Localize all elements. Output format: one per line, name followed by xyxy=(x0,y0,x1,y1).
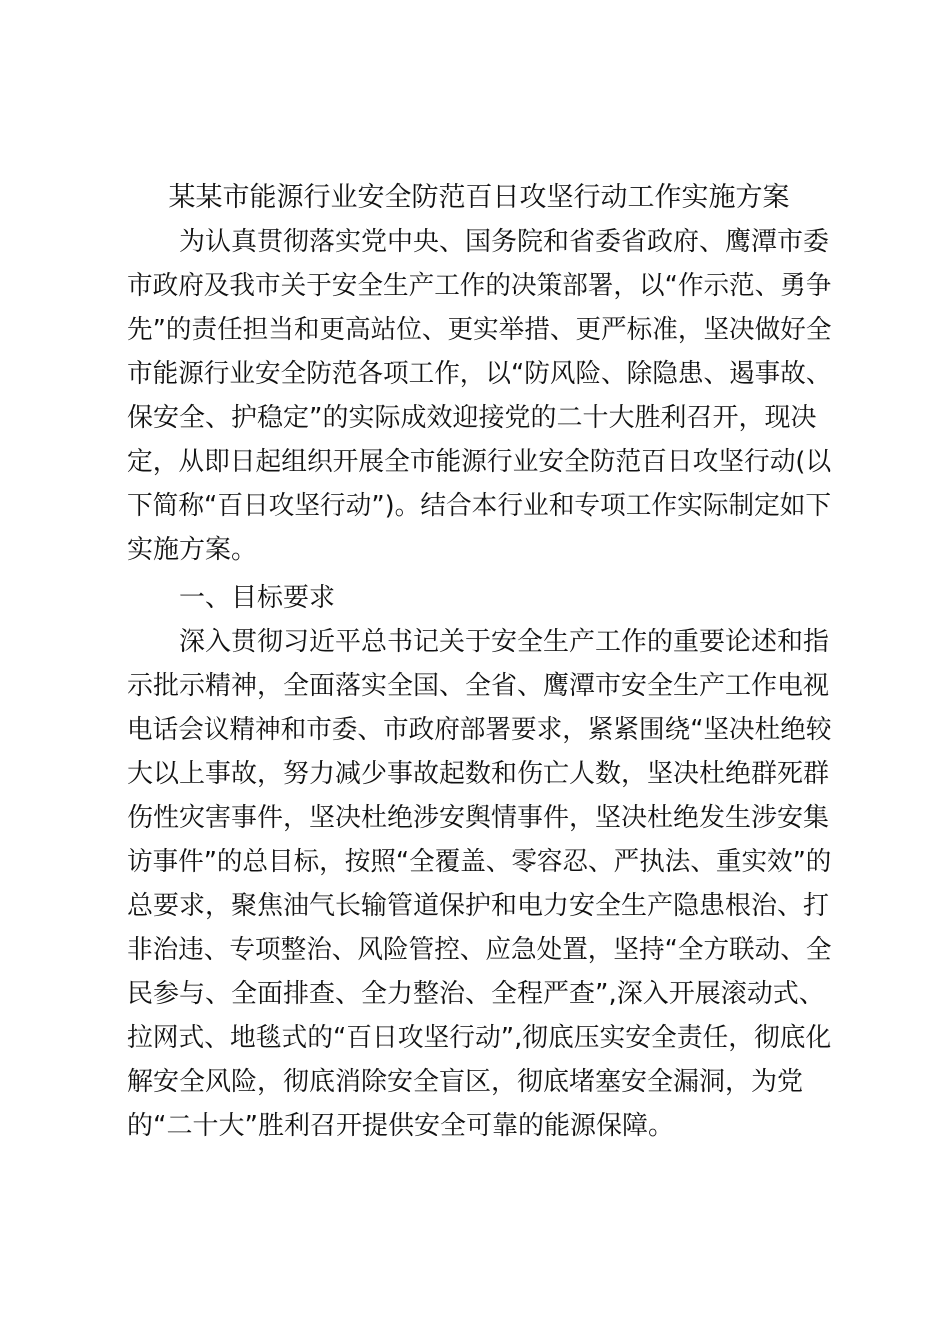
document-title: 某某市能源行业安全防范百日攻坚行动工作实施方案 xyxy=(168,182,790,213)
text-line: 的“二十大”胜利召开提供安全可靠的能源保障。 xyxy=(127,1111,674,1141)
text-line: 民参与、全面排查、全力整治、全程严查”,深入开展滚动式、 xyxy=(127,979,825,1009)
text-line: 电话会议精神和市委、市政府部署要求，紧紧围绕“坚决杜绝较 xyxy=(127,715,832,745)
text-line: 先”的责任担当和更高站位、更实举措、更严标准，坚决做好全 xyxy=(127,315,832,345)
goals-paragraph xyxy=(127,620,831,1148)
document-page xyxy=(127,178,831,1148)
text-line: 市政府及我市关于安全生产工作的决策部署，以“作示范、勇争 xyxy=(127,271,832,301)
text-line: 定，从即日起组织开展全市能源行业安全防范百日攻坚行动(以 xyxy=(127,447,832,477)
text-line: 非治违、专项整治、风险管控、应急处置，坚持“全方联动、全 xyxy=(127,935,832,965)
section-heading-goals: 一、目标要求 xyxy=(179,583,336,613)
text-line: 为认真贯彻落实党中央、国务院和省委省政府、鹰潭市委 xyxy=(179,227,830,257)
text-line: 下简称“百日攻坚行动”)。结合本行业和专项工作实际制定如下 xyxy=(127,491,832,521)
text-line: 示批示精神，全面落实全国、全省、鹰潭市安全生产工作电视 xyxy=(127,671,830,701)
text-line: 拉网式、地毯式的“百日攻坚行动”,彻底压实安全责任，彻底化 xyxy=(127,1023,832,1053)
text-line: 深入贯彻习近平总书记关于安全生产工作的重要论述和指 xyxy=(179,627,830,657)
intro-paragraph xyxy=(127,220,831,572)
text-line: 市能源行业安全防范各项工作，以“防风险、除隐患、遏事故、 xyxy=(127,359,832,389)
text-line: 实施方案。 xyxy=(127,535,258,565)
text-line: 总要求，聚焦油气长输管道保护和电力安全生产隐患根治、打 xyxy=(127,891,830,921)
text-line: 保安全、护稳定”的实际成效迎接党的二十大胜利召开，现决 xyxy=(127,403,817,433)
text-line: 伤性灾害事件，坚决杜绝涉安舆情事件，坚决杜绝发生涉安集 xyxy=(127,803,830,833)
text-line: 大以上事故，努力减少事故起数和伤亡人数，坚决杜绝群死群 xyxy=(127,759,830,789)
text-line: 解安全风险，彻底消除安全盲区，彻底堵塞安全漏洞，为党 xyxy=(127,1067,804,1097)
text-line: 访事件”的总目标，按照“全覆盖、零容忍、严执法、重实效”的 xyxy=(127,847,832,877)
